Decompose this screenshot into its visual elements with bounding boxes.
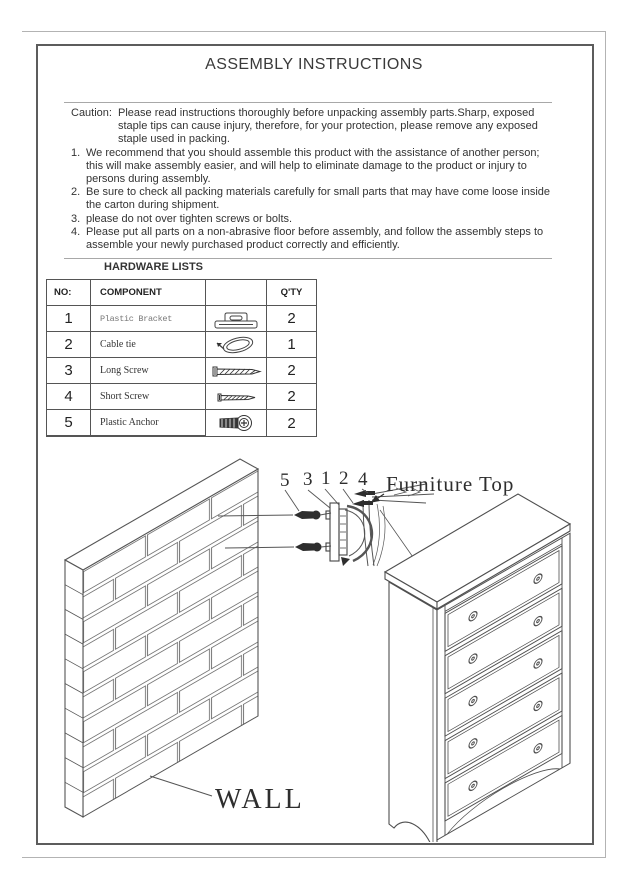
- part-callouts: [280, 468, 368, 491]
- instruction-number: 2.: [71, 186, 81, 199]
- furniture-top-label: Furniture Top: [386, 472, 515, 496]
- table-row-qty: 1: [267, 332, 316, 358]
- instruction-text: We recommend that you should assemble this product with the assistance of another person; this will make assembly easier, and will help to eliminate damage to the product or injury to persons during assembly.: [86, 146, 540, 186]
- dresser: [385, 494, 570, 842]
- instruction-item: [71, 147, 557, 187]
- instruction-number: 4.: [71, 225, 81, 238]
- wall-mount-diagram: [36, 444, 592, 842]
- table-row-no: 4: [47, 384, 91, 410]
- callout-5: 5: [280, 470, 290, 491]
- table-row-no: 1: [47, 306, 91, 332]
- dresser-side-panel: [389, 582, 437, 842]
- caution-text: Please read instructions thoroughly before unpacking assembly parts.Sharp, exposed staple tips can cause injury, therefore, for your protection, please remove any exposed staple used in packing.: [118, 107, 538, 146]
- instruction-text: Be sure to check all packing materials carefully for small parts that may have come loose inside the carton during shipment.: [86, 186, 551, 212]
- table-row-component: Plastic Anchor: [91, 410, 206, 436]
- wall-leader-line: [150, 776, 212, 796]
- table-row-qty: 2: [267, 384, 316, 410]
- instruction-item: [71, 226, 557, 252]
- instruction-text: please do not over tighten screws or bolts.: [86, 212, 293, 225]
- table-row-no: 5: [47, 410, 91, 436]
- col-header-no: NO:: [47, 280, 91, 306]
- plastic-anchor-icon: [206, 410, 267, 436]
- table-row-component: Short Screw: [91, 384, 206, 410]
- table-row-qty: 2: [287, 414, 296, 432]
- table-row-no: 3: [47, 358, 91, 384]
- hardware-lists-heading: HARDWARE LISTS: [104, 261, 203, 273]
- instruction-item: [71, 186, 557, 212]
- separator-top: [64, 102, 552, 103]
- instruction-number: 3.: [71, 212, 81, 225]
- instructions-block: [71, 107, 557, 252]
- separator-hardware: [64, 258, 552, 259]
- wall-label: WALL: [215, 784, 305, 815]
- instruction-item: [71, 213, 557, 226]
- cable-tie-icon: [206, 332, 267, 358]
- hardware-table: [46, 279, 317, 437]
- table-row-no: 2: [47, 332, 91, 358]
- table-row-component: Cable tie: [91, 332, 206, 358]
- instruction-text: Please put all parts on a non-abrasive floor before assembly, and follow the assembly steps to assemble your newly purchased product correctly and efficiently.: [86, 225, 544, 252]
- callout-4: 4: [358, 469, 368, 490]
- short-screw-icon: [206, 384, 267, 410]
- table-row-component: Long Screw: [91, 358, 206, 384]
- table-row-qty: 2: [267, 306, 316, 332]
- col-header-image: [206, 280, 267, 306]
- plastic-bracket: [326, 503, 347, 561]
- instruction-number: 1.: [71, 146, 81, 159]
- brick-wall: [65, 459, 258, 817]
- callout-1: 1: [321, 468, 331, 489]
- callout-3: 3: [303, 469, 313, 490]
- long-screw-icon: [206, 358, 267, 384]
- page-title: ASSEMBLY INSTRUCTIONS: [205, 56, 423, 73]
- caution-label: Caution:: [71, 107, 112, 119]
- table-row-qty: 2: [267, 358, 316, 384]
- col-header-component: COMPONENT: [91, 280, 206, 306]
- caution-paragraph: [71, 107, 557, 147]
- callout-2: 2: [339, 468, 349, 489]
- col-header-qty: Q'TY: [267, 280, 316, 306]
- table-row-component: Plastic Bracket: [91, 306, 206, 332]
- plastic-bracket-icon: [206, 306, 267, 332]
